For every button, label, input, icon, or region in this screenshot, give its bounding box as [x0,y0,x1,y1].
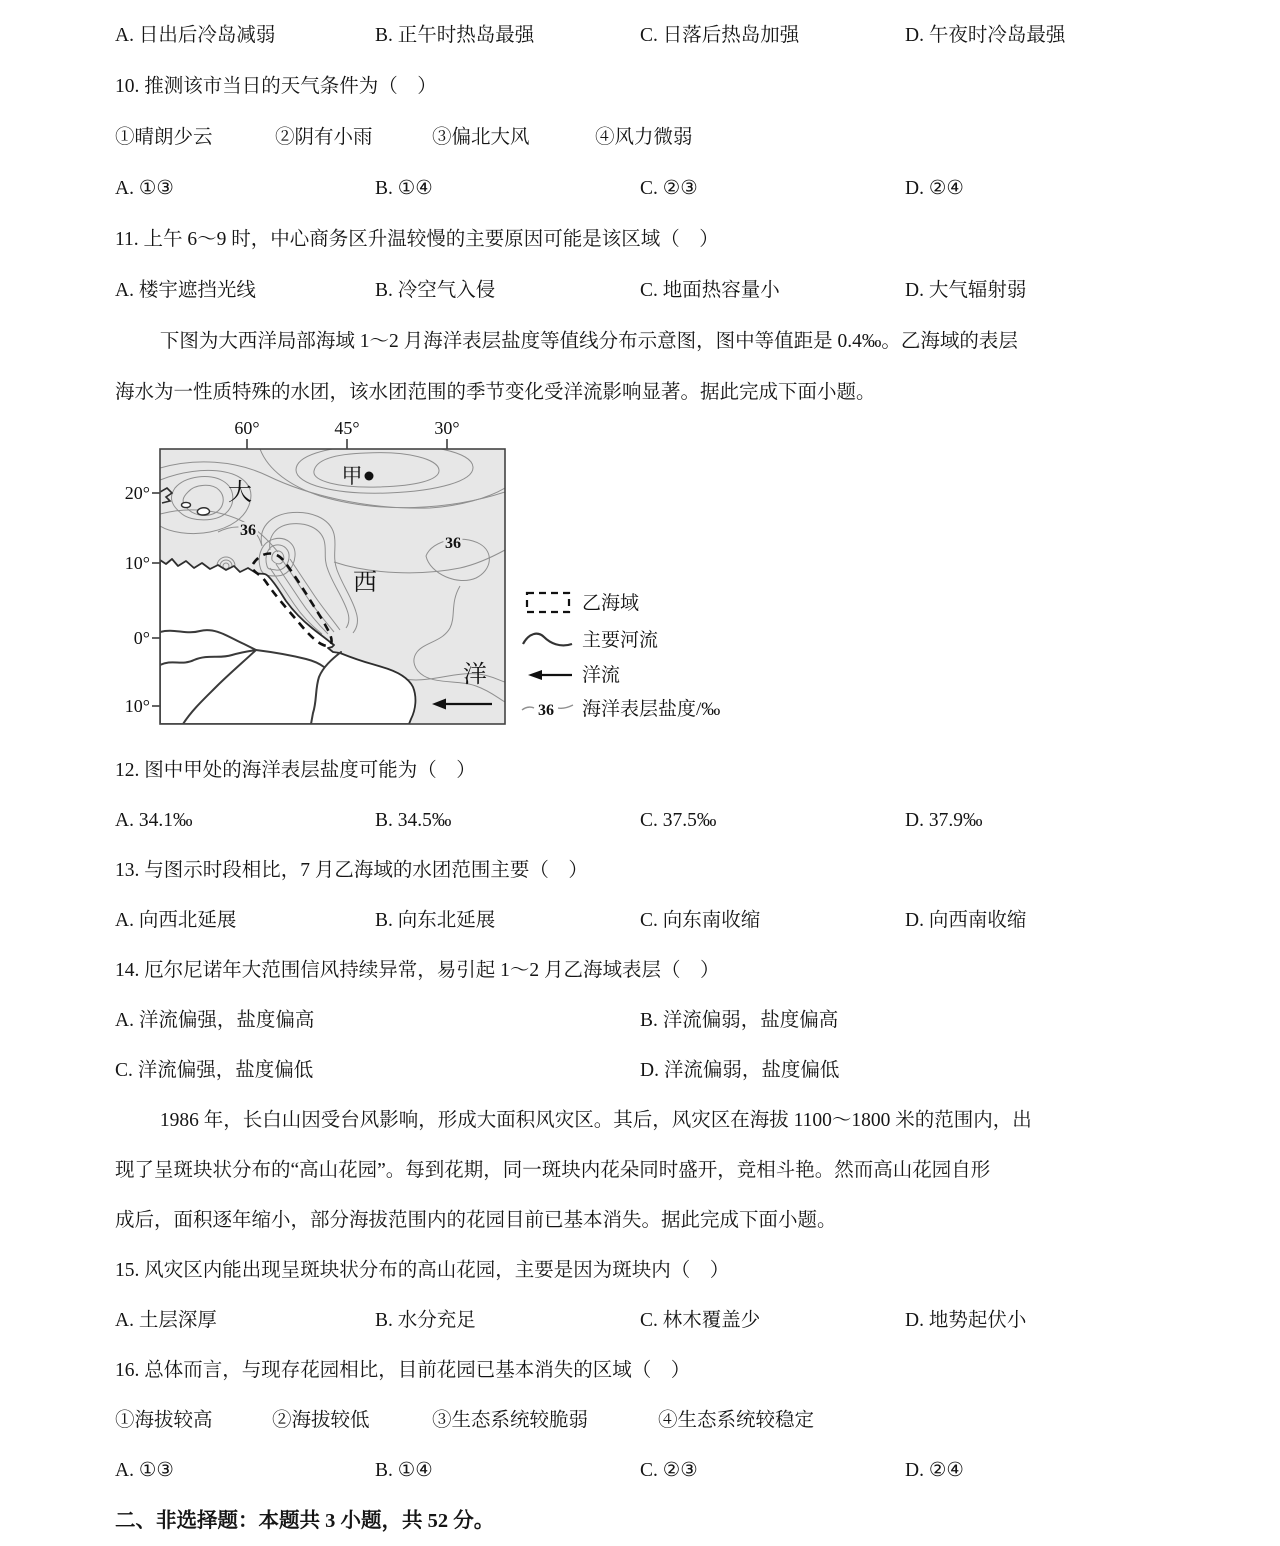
option-b: B. ①④ [375,178,433,199]
option-a: A. 34.1‰ [115,810,193,831]
option-d: D. 向西南收缩 [905,910,1027,931]
option-d: D. ②④ [905,1460,964,1481]
ocean-name-char-1: 大 [228,480,252,506]
passage-2-line-1: 1986 年，长白山因受台风影响，形成大面积风灾区。其后，风灾区在海拔 1100～1800 米的范围内，出 [159,1110,1032,1131]
contour-value-36-west: 36 [240,522,256,539]
option-b: B. 洋流偏弱，盐度偏高 [640,1010,839,1031]
question-16-stem: 16. 总体而言，与现存花园相比，目前花园已基本消失的区域（ ） [115,1360,691,1381]
option-a: A. ①③ [115,1460,174,1481]
question-10-items-row [115,112,1180,163]
legend-label-current: 洋流 [582,665,621,686]
question-15-stem: 15. 风灾区内能出现呈斑块状分布的高山花园，主要是因为斑块内（ ） [115,1260,730,1281]
option-a: A. 日出后冷岛减弱 [115,25,276,46]
legend-current-arrowhead [528,670,542,680]
option-c: C. 林木覆盖少 [640,1310,761,1331]
option-c: C. 日落后热岛加强 [640,25,800,46]
option-c: C. ②③ [640,1460,698,1481]
question-10-stem: 10. 推测该市当日的天气条件为（ ） [115,76,437,97]
question-9-options-row [115,10,1180,61]
question-16-options-row [115,1446,1180,1496]
option-d: D. 地势起伏小 [905,1310,1027,1331]
latitude-label-10n: 10° [124,553,150,573]
ocean-name-char-3: 洋 [463,662,487,688]
passage-2-line-3: 成后，面积逐年缩小，部分海拔范围内的花园目前已基本消失。据此完成下面小题。 [115,1210,837,1231]
option-a: A. 洋流偏强，盐度偏高 [115,1010,315,1031]
latitude-label-10s: 10° [124,696,150,716]
question-12-stem: 12. 图中甲处的海洋表层盐度可能为（ ） [115,760,476,781]
option-c: C. ②③ [640,178,698,199]
option-b: B. 向东北延展 [375,910,496,931]
option-a: A. 楼宇遮挡光线 [115,280,256,301]
salinity-map-figure [120,418,1280,746]
option-b: B. 正午时热岛最强 [375,25,535,46]
contour-value-36-east: 36 [445,535,461,552]
option-d: D. 大气辐射弱 [905,280,1027,301]
option-a: A. 土层深厚 [115,1310,217,1331]
option-d: D. 37.9‰ [905,810,983,831]
option-b: B. 34.5‰ [375,810,452,831]
item-4: ④生态系统较稳定 [658,1410,815,1431]
option-a: A. 向西北延展 [115,910,237,931]
option-c: C. 洋流偏强，盐度偏低 [115,1060,314,1081]
item-3: ③偏北大风 [432,127,530,148]
question-13-stem: 13. 与图示时段相比，7 月乙海域的水团范围主要（ ） [115,860,588,881]
item-2: ②阴有小雨 [275,127,373,148]
item-1: ①海拔较高 [115,1410,213,1431]
option-d: D. 午夜时冷岛最强 [905,25,1066,46]
option-d: D. 洋流偏弱，盐度偏低 [640,1060,840,1081]
option-b: B. 冷空气入侵 [375,280,496,301]
item-2: ②海拔较低 [272,1410,370,1431]
question-13-options-row [115,896,1180,946]
question-16-items-row [115,1396,1180,1446]
item-1: ①晴朗少云 [115,127,213,148]
question-14-options-row-2 [115,1046,1180,1096]
map-legend [522,592,720,720]
question-12-options-row [115,796,1180,846]
legend-label-region-yi: 乙海域 [582,593,640,614]
legend-contour-line-right [558,705,573,708]
salinity-map-svg [120,418,740,748]
question-11-stem: 11. 上午 6～9 时，中心商务区升温较慢的主要原因可能是该区域（ ） [115,229,719,250]
legend-contour-value: 36 [538,702,554,719]
legend-contour-line-left [522,707,534,710]
latitude-label-20: 20° [124,483,150,503]
question-14-options-row-1 [115,996,1180,1046]
option-d: D. ②④ [905,178,964,199]
point-jia-label: 甲 [341,464,363,488]
legend-dashed-box-symbol [527,593,569,612]
question-15-options-row [115,1296,1180,1346]
option-a: A. ①③ [115,178,174,199]
longitude-label-30: 30° [434,418,460,438]
longitude-label-60: 60° [234,418,260,438]
longitude-label-45: 45° [334,418,360,438]
point-jia-dot [365,472,374,481]
legend-label-river: 主要河流 [582,630,659,651]
option-b: B. 水分充足 [375,1310,476,1331]
item-3: ③生态系统较脆弱 [432,1410,589,1431]
option-b: B. ①④ [375,1460,433,1481]
option-c: C. 向东南收缩 [640,910,761,931]
section-2-header: 二、非选择题：本题共 3 小题，共 52 分。 [115,1510,495,1532]
ocean-name-char-2: 西 [353,570,377,596]
legend-label-salinity: 海洋表层盐度/‰ [582,699,721,720]
option-c: C. 地面热容量小 [640,280,780,301]
legend-river-symbol [523,634,572,646]
latitude-label-0: 0° [133,628,150,648]
question-11-options-row [115,265,1180,316]
item-4: ④风力微弱 [595,127,693,148]
option-c: C. 37.5‰ [640,810,717,831]
question-10-options-row [115,163,1180,214]
passage-2-line-2: 现了呈斑块状分布的“高山花园”。每到花期，同一斑块内花朵同时盛开，竞相斗艳。然而高山花园自形 [115,1160,991,1181]
passage-1-line-1: 下图为大西洋局部海域 1～2 月海洋表层盐度等值线分布示意图，图中等值距是 0.4‰。乙海域的表层 [159,331,1018,352]
passage-1-line-2: 海水为一性质特殊的水团，该水团范围的季节变化受洋流影响显著。据此完成下面小题。 [115,382,876,403]
question-14-stem: 14. 厄尔尼诺年大范围信风持续异常，易引起 1～2 月乙海域表层（ ） [115,960,720,981]
